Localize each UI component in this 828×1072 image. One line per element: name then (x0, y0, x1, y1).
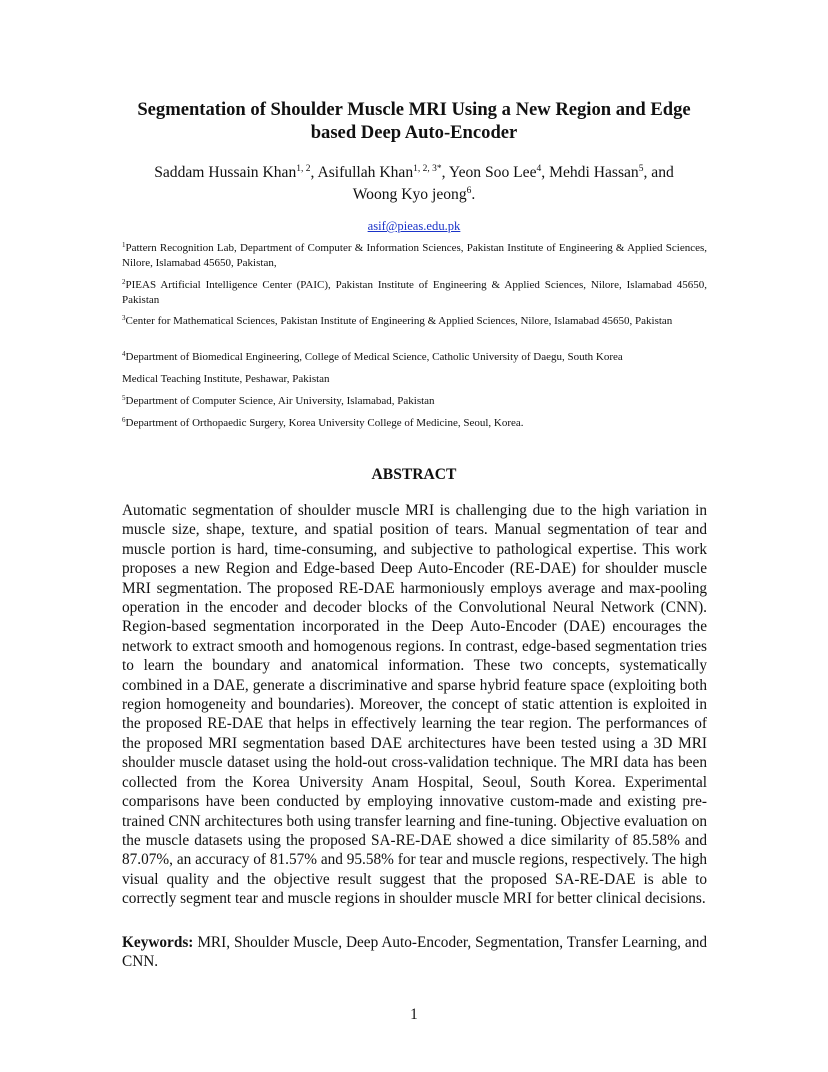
abstract-body: Automatic segmentation of shoulder muscle MRI is challenging due to the high variation in muscle size, shape, texture, and spatial position of tears. Manual segmentation of tear and muscle portion is hard, time-consuming, and subjective to pathological expertise. This work proposes a new Region and Edge-based Deep Auto-Encoder (RE-DAE) for shoulder muscle MRI segmentation. The proposed RE-DAE harmoniously employs average and max-pooling operation in the encoder and decoder blocks of the Convolutional Neural Network (CNN). Region-based segmentation incorporated in the Deep Auto-Encoder (DAE) encourages the network to extract smooth and homogenous regions. In contrast, edge-based segmentation tries to learn the boundary and anatomical information. These two concepts, systematically combined in a DAE, generate a discriminative and sparse hybrid feature space (exploiting both region homogeneity and boundaries). Moreover, the concept of static attention is exploited in the proposed RE-DAE that helps in effectively learning the tear region. The performances of the proposed MRI segmentation based DAE architectures have been tested using a 3D MRI shoulder muscle dataset using the hold-out cross-validation technique. The MRI data has been collected from the Korea University Anam Hospital, Seoul, South Korea. Experimental comparisons have been conducted by employing innovative custom-made and existing pre-trained CNN architectures both using transfer learning and fine-tuning. Objective evaluation on the muscle datasets using the proposed SA-RE-DAE showed a dice similarity of 85.58% and 87.07%, an accuracy of 81.57% and 95.58% for tear and muscle regions, respectively. The high visual quality and the objective result suggest that the proposed SA-RE-DAE is able to correctly segment tear and muscle regions in shoulder muscle MRI for better clinical decisions. (122, 502, 707, 908)
affiliation-2 (122, 278, 707, 307)
author-list (110, 162, 718, 206)
keywords-text: MRI, Shoulder Muscle, Deep Auto-Encoder, Segmentation, Transfer Learning, and CNN. (122, 934, 707, 971)
affiliation-5 (122, 394, 707, 409)
affiliation-mark: 2 (122, 278, 126, 286)
author-separator: , and (643, 164, 674, 181)
title-line-2: based Deep Auto-Encoder (310, 122, 518, 143)
author-separator: , (310, 164, 318, 181)
affiliation-4b (122, 372, 707, 387)
author-affiliation-mark: 6 (466, 186, 472, 196)
page-number: 1 (410, 1006, 418, 1023)
affiliation-text: Pattern Recognition Lab, Department of Computer & Information Sciences, Pakistan Institute of Engineering & Applied Sciences, Nilore, Islamabad 45650, Pakistan, (122, 242, 707, 269)
author-separator: , (541, 164, 550, 181)
author-line-2 (110, 184, 718, 206)
author-line-1 (110, 162, 718, 184)
author-name: Yeon Soo Lee (448, 164, 537, 181)
affiliation-mark: 5 (122, 394, 126, 402)
affiliation-4 (122, 350, 707, 365)
corresponding-email (110, 219, 718, 234)
affiliation-text: Department of Orthopaedic Surgery, Korea University College of Medicine, Seoul, Korea. (125, 417, 524, 429)
affiliation-text: Center for Mathematical Sciences, Pakistan Institute of Engineering & Applied Sciences, Nilore, Islamabad 45650, Pakistan (125, 315, 673, 327)
affiliation-text: Department of Computer Science, Air University, Islamabad, Pakistan (125, 395, 435, 407)
affiliation-mark: 3 (122, 314, 126, 322)
author-name: Woong Kyo jeong (352, 186, 467, 203)
affiliation-mark: 6 (122, 416, 126, 424)
author-name: Mehdi Hassan (549, 164, 639, 181)
paper-title (110, 98, 718, 144)
author-name: Saddam Hussain Khan (154, 164, 297, 181)
abstract-heading: ABSTRACT (371, 466, 457, 483)
author-affiliation-mark: 5 (638, 164, 644, 174)
author-affiliation-mark: 1, 2, 3* (413, 164, 442, 174)
affiliation-text: Medical Teaching Institute, Peshawar, Pakistan (122, 373, 330, 385)
affiliation-3 (122, 314, 707, 329)
email-link[interactable]: asif@pieas.edu.pk (367, 219, 461, 233)
affiliation-text: PIEAS Artificial Intelligence Center (PAIC), Pakistan Institute of Engineering & Applied Sciences, Nilore, Islamabad 45650, Pakistan (122, 279, 707, 306)
author-name: Asifullah Khan (317, 164, 414, 181)
author-affiliation-mark: 1, 2 (296, 164, 311, 174)
affiliation-mark: 1 (122, 241, 126, 249)
author-separator: , (441, 164, 449, 181)
author-affiliation-mark: 4 (536, 164, 542, 174)
affiliation-text: Department of Biomedical Engineering, College of Medical Science, Catholic University of Daegu, South Korea (125, 351, 623, 363)
keywords-label: Keywords: (122, 934, 194, 951)
affiliation-1 (122, 241, 707, 270)
author-separator: . (471, 186, 476, 203)
keywords-section (122, 933, 707, 972)
affiliation-mark: 4 (122, 350, 126, 358)
affiliation-6 (122, 416, 707, 431)
title-line-1: Segmentation of Shoulder Muscle MRI Using a New Region and Edge (137, 99, 691, 120)
